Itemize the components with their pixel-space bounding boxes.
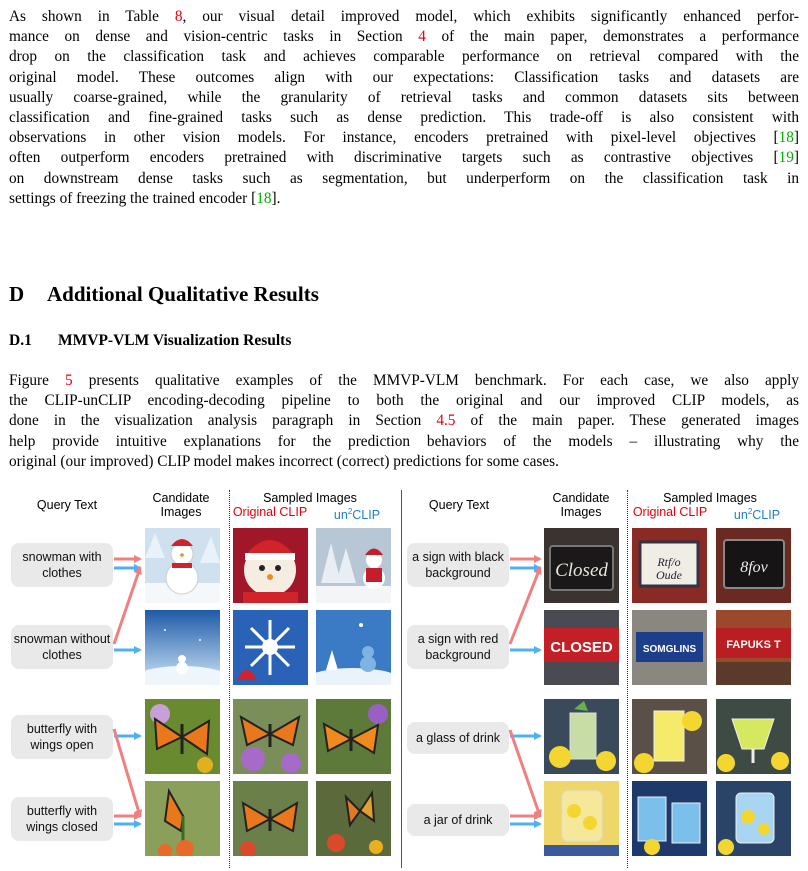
dotted-separator-left — [229, 490, 230, 868]
text-run: ]. — [271, 189, 281, 207]
sign-text-closed-red: CLOSED — [550, 639, 613, 656]
text-run: As shown in Table — [9, 8, 175, 25]
cross-reference-link[interactable]: 8 — [174, 8, 183, 25]
query-box-sign-red: a sign with red background — [407, 625, 509, 669]
query-box-jar-of-drink: a jar of drink — [407, 804, 509, 836]
un2clip-sup: 2 — [747, 507, 753, 516]
text-line — [9, 88, 799, 108]
sample-un2clip-butterfly-closed — [316, 781, 391, 856]
header-candidate-images-right: Candidate Images — [552, 491, 610, 519]
text-run: original (our improved) CLIP model makes incorrect (correct) predictions for some cases. — [9, 452, 559, 470]
sample-un2clip-butterfly-open — [316, 699, 391, 774]
text-run: original model. These outcomes align with our expectations: Classification tasks and datasets are — [9, 68, 799, 86]
header-candidate-images-left: Candidate Images — [152, 491, 210, 519]
text-line — [9, 68, 799, 88]
un2clip-tail: CLIP — [752, 508, 781, 523]
subsection-heading — [9, 332, 291, 350]
cross-reference-link[interactable]: 18 — [778, 129, 794, 147]
cross-reference-link[interactable]: 19 — [778, 149, 794, 167]
arrow-red-sign-red — [510, 568, 540, 644]
text-line — [9, 391, 799, 411]
sample-un2clip-snowman-clothes — [316, 528, 391, 603]
un2clip-tail: CLIP — [352, 508, 381, 523]
text-run: of the main paper. These generated images — [455, 412, 799, 430]
text-line — [9, 189, 799, 209]
text-run: of the main paper, demonstrates a performance — [425, 28, 799, 46]
dotted-separator-right — [627, 490, 628, 868]
text-run: drop on the classification task and achieves comparable performance on retrieval compared with the — [9, 48, 799, 66]
header-original-clip-left: Original CLIP — [232, 505, 308, 519]
sample-original-snowman-no-clothes — [233, 610, 308, 685]
candidate-image-butterfly-closed — [145, 781, 220, 856]
text-run: Figure — [9, 372, 66, 389]
query-box-butterfly-closed: butterfly with wings closed — [11, 797, 113, 841]
cross-reference-link[interactable]: 4.5 — [436, 412, 456, 430]
header-sampled-images-right: Sampled Images — [663, 491, 757, 505]
text-line — [9, 411, 799, 431]
un2clip-base: un — [733, 508, 748, 523]
text-line — [9, 371, 799, 391]
paragraph-2 — [9, 371, 799, 472]
subsection-title: MMVP-VLM Visualization Results — [58, 332, 292, 349]
sample-original-butterfly-open — [233, 699, 308, 774]
text-run: often outperform encoders pretrained with discriminative targets such as contrastive objectives [ — [9, 149, 779, 167]
sample-original-butterfly-closed — [233, 781, 308, 856]
cross-reference-link[interactable]: 18 — [256, 189, 272, 207]
cross-reference-link[interactable]: 4 — [418, 28, 426, 46]
sign-text-orig-black: Rtf/o Oude — [656, 555, 682, 582]
arrow-red-glass-drink — [510, 730, 540, 816]
text-run: classification and fine-grained tasks such as dense prediction. This trade-off is also consistent with — [9, 109, 799, 127]
paragraph-1 — [9, 7, 799, 209]
candidate-image-snowman-clothes — [145, 528, 220, 603]
candidate-image-jar-drink — [544, 781, 619, 856]
candidate-image-butterfly-open — [145, 699, 220, 774]
text-line — [9, 148, 799, 168]
header-un2clip-right — [722, 505, 792, 522]
section-title: Additional Qualitative Results — [47, 282, 319, 306]
subsection-number: D.1 — [9, 332, 32, 349]
sample-original-sign-red — [632, 610, 707, 685]
header-query-text-right: Query Text — [428, 498, 490, 512]
sign-text-un2-black: 8fov — [740, 559, 768, 576]
sample-original-snowman-clothes — [233, 528, 308, 603]
text-run: help provide intuitive explanations for the prediction behaviors of the models – illustrating why the — [9, 432, 799, 450]
sample-un2clip-snowman-no-clothes — [316, 610, 391, 685]
header-sampled-images-left: Sampled Images — [263, 491, 357, 505]
sample-un2clip-jar-drink — [716, 781, 791, 856]
text-line — [9, 169, 799, 189]
sample-un2clip-glass-drink — [716, 699, 791, 774]
header-un2clip-left — [322, 505, 392, 522]
text-run: observations in other vision models. For instance, encoders pretrained with pixel-level objectives [ — [9, 129, 779, 147]
sign-text-closed-black: Closed — [555, 560, 608, 581]
text-line — [9, 7, 799, 27]
query-box-snowman-with-clothes: snowman with clothes — [11, 543, 113, 587]
text-run: mance on dense and vision-centric tasks in Section — [9, 28, 419, 46]
header-query-text-left: Query Text — [36, 498, 98, 512]
text-run: done in the visualization analysis paragraph in Section — [9, 412, 437, 430]
text-run: presents qualitative examples of the MMVP-VLM benchmark. For each case, we also apply — [72, 372, 799, 389]
center-separator — [401, 490, 402, 868]
query-box-glass-of-drink: a glass of drink — [407, 722, 509, 754]
query-box-butterfly-open: butterfly with wings open — [11, 715, 113, 759]
candidate-image-sign-red — [544, 610, 619, 685]
sign-text-un2-red: FAPUKS T — [726, 639, 781, 651]
text-run: the CLIP-unCLIP encoding-decoding pipeline to both the original and our improved CLIP models, as — [9, 392, 799, 410]
query-box-snowman-without-clothes: snowman without clothes — [11, 625, 113, 669]
text-line — [9, 432, 799, 452]
un2clip-base: un — [333, 508, 348, 523]
text-line — [9, 452, 799, 472]
text-run: , our visual detail improved model, which exhibits significantly enhanced perfor- — [182, 8, 800, 25]
sample-original-glass-drink — [632, 699, 707, 774]
sample-un2clip-sign-red — [716, 610, 791, 685]
cross-reference-link[interactable]: 5 — [65, 372, 73, 389]
text-run: ] — [793, 149, 799, 167]
sample-original-jar-drink — [632, 781, 707, 856]
text-line — [9, 108, 799, 128]
arrow-red-snowman-no-clothes — [114, 568, 140, 644]
text-line — [9, 27, 799, 47]
section-heading — [9, 282, 319, 307]
text-line — [9, 47, 799, 67]
header-original-clip-right: Original CLIP — [632, 505, 708, 519]
text-line — [9, 128, 799, 148]
text-run: usually coarse-grained, while the granularity of retrieval tasks and common datasets sits between — [9, 88, 799, 106]
text-run: settings of freezing the trained encoder [ — [9, 189, 257, 207]
candidate-image-snowman-no-clothes — [145, 610, 220, 685]
query-box-sign-black: a sign with black background — [407, 543, 509, 587]
un2clip-sup: 2 — [347, 507, 353, 516]
figure-mmvp-vlm — [0, 486, 808, 871]
sign-text-orig-red: SOMGLINS — [642, 644, 697, 655]
sample-original-sign-black — [632, 528, 707, 603]
text-run: on downstream dense tasks such as segmentation, but underperform on the classification task in — [9, 169, 799, 187]
arrow-red-butterfly-open — [114, 729, 140, 816]
candidate-image-glass-drink — [544, 699, 619, 774]
sample-un2clip-sign-black — [716, 528, 791, 603]
section-number: D — [9, 282, 25, 306]
text-run: ] — [793, 129, 799, 147]
candidate-image-sign-black — [544, 528, 619, 603]
